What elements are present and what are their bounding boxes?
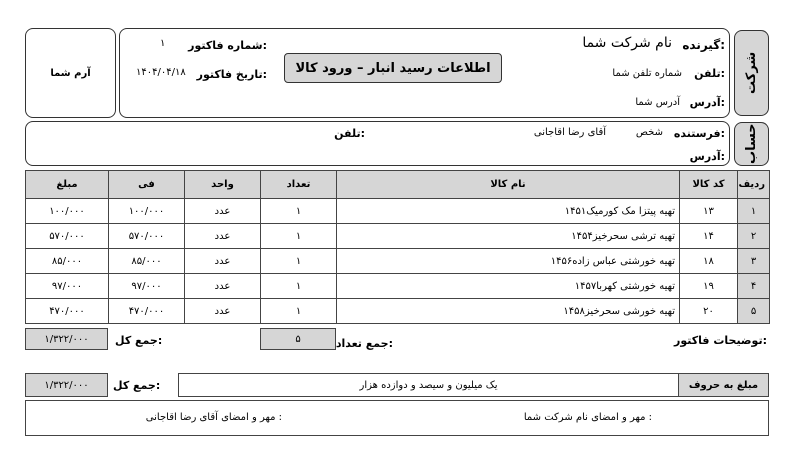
grand-total-label: جمع کل: bbox=[113, 379, 161, 392]
row-price: ۵۷۰/۰۰۰ bbox=[109, 224, 185, 249]
row-amount: ۱۰۰/۰۰۰ bbox=[26, 199, 109, 224]
invoice-title bbox=[284, 53, 502, 83]
row-amount: ۴۷۰/۰۰۰ bbox=[26, 299, 109, 324]
table-row bbox=[26, 199, 770, 224]
row-number: ۲ bbox=[738, 224, 770, 249]
row-name: تهیه ترشی سحرخیز۱۴۵۴ bbox=[337, 224, 680, 249]
row-amount: ۵۷۰/۰۰۰ bbox=[26, 224, 109, 249]
row-number: ۵ bbox=[738, 299, 770, 324]
words-label bbox=[678, 373, 769, 397]
person-signature: مهر و امضای آقای رضا اقاجانی : bbox=[145, 412, 282, 423]
company-signature: مهر و امضای نام شرکت شما : bbox=[523, 412, 652, 423]
row-number: ۱ bbox=[738, 199, 770, 224]
sum-text: ۱/۳۲۲/۰۰۰ bbox=[44, 333, 89, 345]
table-row bbox=[26, 274, 770, 299]
account-phone-label: تلفن: bbox=[334, 127, 365, 140]
table-row bbox=[26, 249, 770, 274]
row-qty: ۱ bbox=[261, 224, 337, 249]
qty-total-label: جمع تعداد: bbox=[335, 337, 393, 350]
company-phone-value: شماره تلفن شما bbox=[612, 68, 682, 79]
header-name: نام کالا bbox=[337, 171, 680, 199]
row-code: ۱۴ bbox=[680, 224, 738, 249]
row-name: تهیه خورشتی کهربا۱۴۵۷ bbox=[337, 274, 680, 299]
sender-name: آقای رضا اقاجانی bbox=[533, 127, 606, 138]
company-address-value: آدرس شما bbox=[635, 97, 680, 108]
sum-label: جمع کل: bbox=[115, 334, 163, 347]
row-name: تهیه پیتزا مک کورمیک۱۴۵۱ bbox=[337, 199, 680, 224]
account-section-label: حساب bbox=[744, 123, 759, 165]
row-qty: ۱ bbox=[261, 199, 337, 224]
sender-type: شخص bbox=[635, 127, 663, 138]
row-number: ۴ bbox=[738, 274, 770, 299]
row-amount: ۹۷/۰۰۰ bbox=[26, 274, 109, 299]
table-row bbox=[26, 224, 770, 249]
seller-label: گیرنده: bbox=[682, 38, 725, 52]
invoice-number-value: ۱ bbox=[160, 38, 166, 49]
words-value bbox=[178, 373, 679, 397]
grand-total-value bbox=[25, 373, 108, 397]
items-table bbox=[25, 170, 770, 324]
header-price: فی bbox=[109, 171, 185, 199]
logo-box bbox=[25, 28, 116, 118]
row-qty: ۱ bbox=[261, 299, 337, 324]
row-unit: عدد bbox=[185, 299, 261, 324]
invoice-number-label: شماره فاکتور: bbox=[188, 39, 267, 52]
row-price: ۸۵/۰۰۰ bbox=[109, 249, 185, 274]
row-unit: عدد bbox=[185, 274, 261, 299]
row-qty: ۱ bbox=[261, 249, 337, 274]
row-name: تهیه خورشی سحرخیز۱۴۵۸ bbox=[337, 299, 680, 324]
header-row-no: ردیف bbox=[738, 171, 770, 199]
qty-total-text: ۵ bbox=[295, 333, 301, 345]
row-number: ۳ bbox=[738, 249, 770, 274]
row-code: ۱۸ bbox=[680, 249, 738, 274]
notes-label: توضیحات فاکتور: bbox=[674, 334, 767, 347]
company-phone-label: تلفن: bbox=[694, 67, 725, 80]
row-unit: عدد bbox=[185, 199, 261, 224]
header-code: کد کالا bbox=[680, 171, 738, 199]
row-code: ۲۰ bbox=[680, 299, 738, 324]
account-info-box bbox=[25, 121, 730, 166]
row-price: ۹۷/۰۰۰ bbox=[109, 274, 185, 299]
header-qty: تعداد bbox=[261, 171, 337, 199]
row-price: ۴۷۰/۰۰۰ bbox=[109, 299, 185, 324]
row-amount: ۸۵/۰۰۰ bbox=[26, 249, 109, 274]
sender-label: فرستنده: bbox=[673, 127, 725, 140]
row-unit: عدد bbox=[185, 224, 261, 249]
table-header-row bbox=[26, 171, 770, 199]
row-code: ۱۹ bbox=[680, 274, 738, 299]
company-section-tab bbox=[734, 30, 769, 116]
company-address-label: آدرس: bbox=[689, 96, 725, 109]
words-label-text: مبلغ به حروف bbox=[688, 379, 759, 391]
seller-value: نام شرکت شما bbox=[582, 35, 672, 51]
row-price: ۱۰۰/۰۰۰ bbox=[109, 199, 185, 224]
account-section-tab bbox=[734, 122, 769, 166]
invoice-date-value: ۱۴۰۴/۰۴/۱۸ bbox=[136, 67, 186, 78]
logo-placeholder: آرم شما bbox=[50, 67, 91, 79]
invoice-date-label: تاریخ فاکتور: bbox=[196, 68, 267, 81]
sum-value bbox=[25, 328, 108, 350]
qty-total-value bbox=[260, 328, 336, 350]
account-address-label: آدرس: bbox=[689, 150, 725, 163]
signature-box bbox=[25, 400, 769, 436]
words-value-text: یک میلیون و سیصد و دوازده هزار bbox=[359, 379, 498, 391]
invoice-title-text: اطلاعات رسید انبار – ورود کالا bbox=[295, 60, 491, 76]
header-amount: مبلغ bbox=[26, 171, 109, 199]
row-code: ۱۳ bbox=[680, 199, 738, 224]
table-row bbox=[26, 299, 770, 324]
header-unit: واحد bbox=[185, 171, 261, 199]
row-qty: ۱ bbox=[261, 274, 337, 299]
grand-total-text: ۱/۳۲۲/۰۰۰ bbox=[44, 379, 89, 391]
company-section-label: شرکت bbox=[744, 51, 759, 95]
row-name: تهیه خورشتی عباس زاده۱۴۵۶ bbox=[337, 249, 680, 274]
row-unit: عدد bbox=[185, 249, 261, 274]
